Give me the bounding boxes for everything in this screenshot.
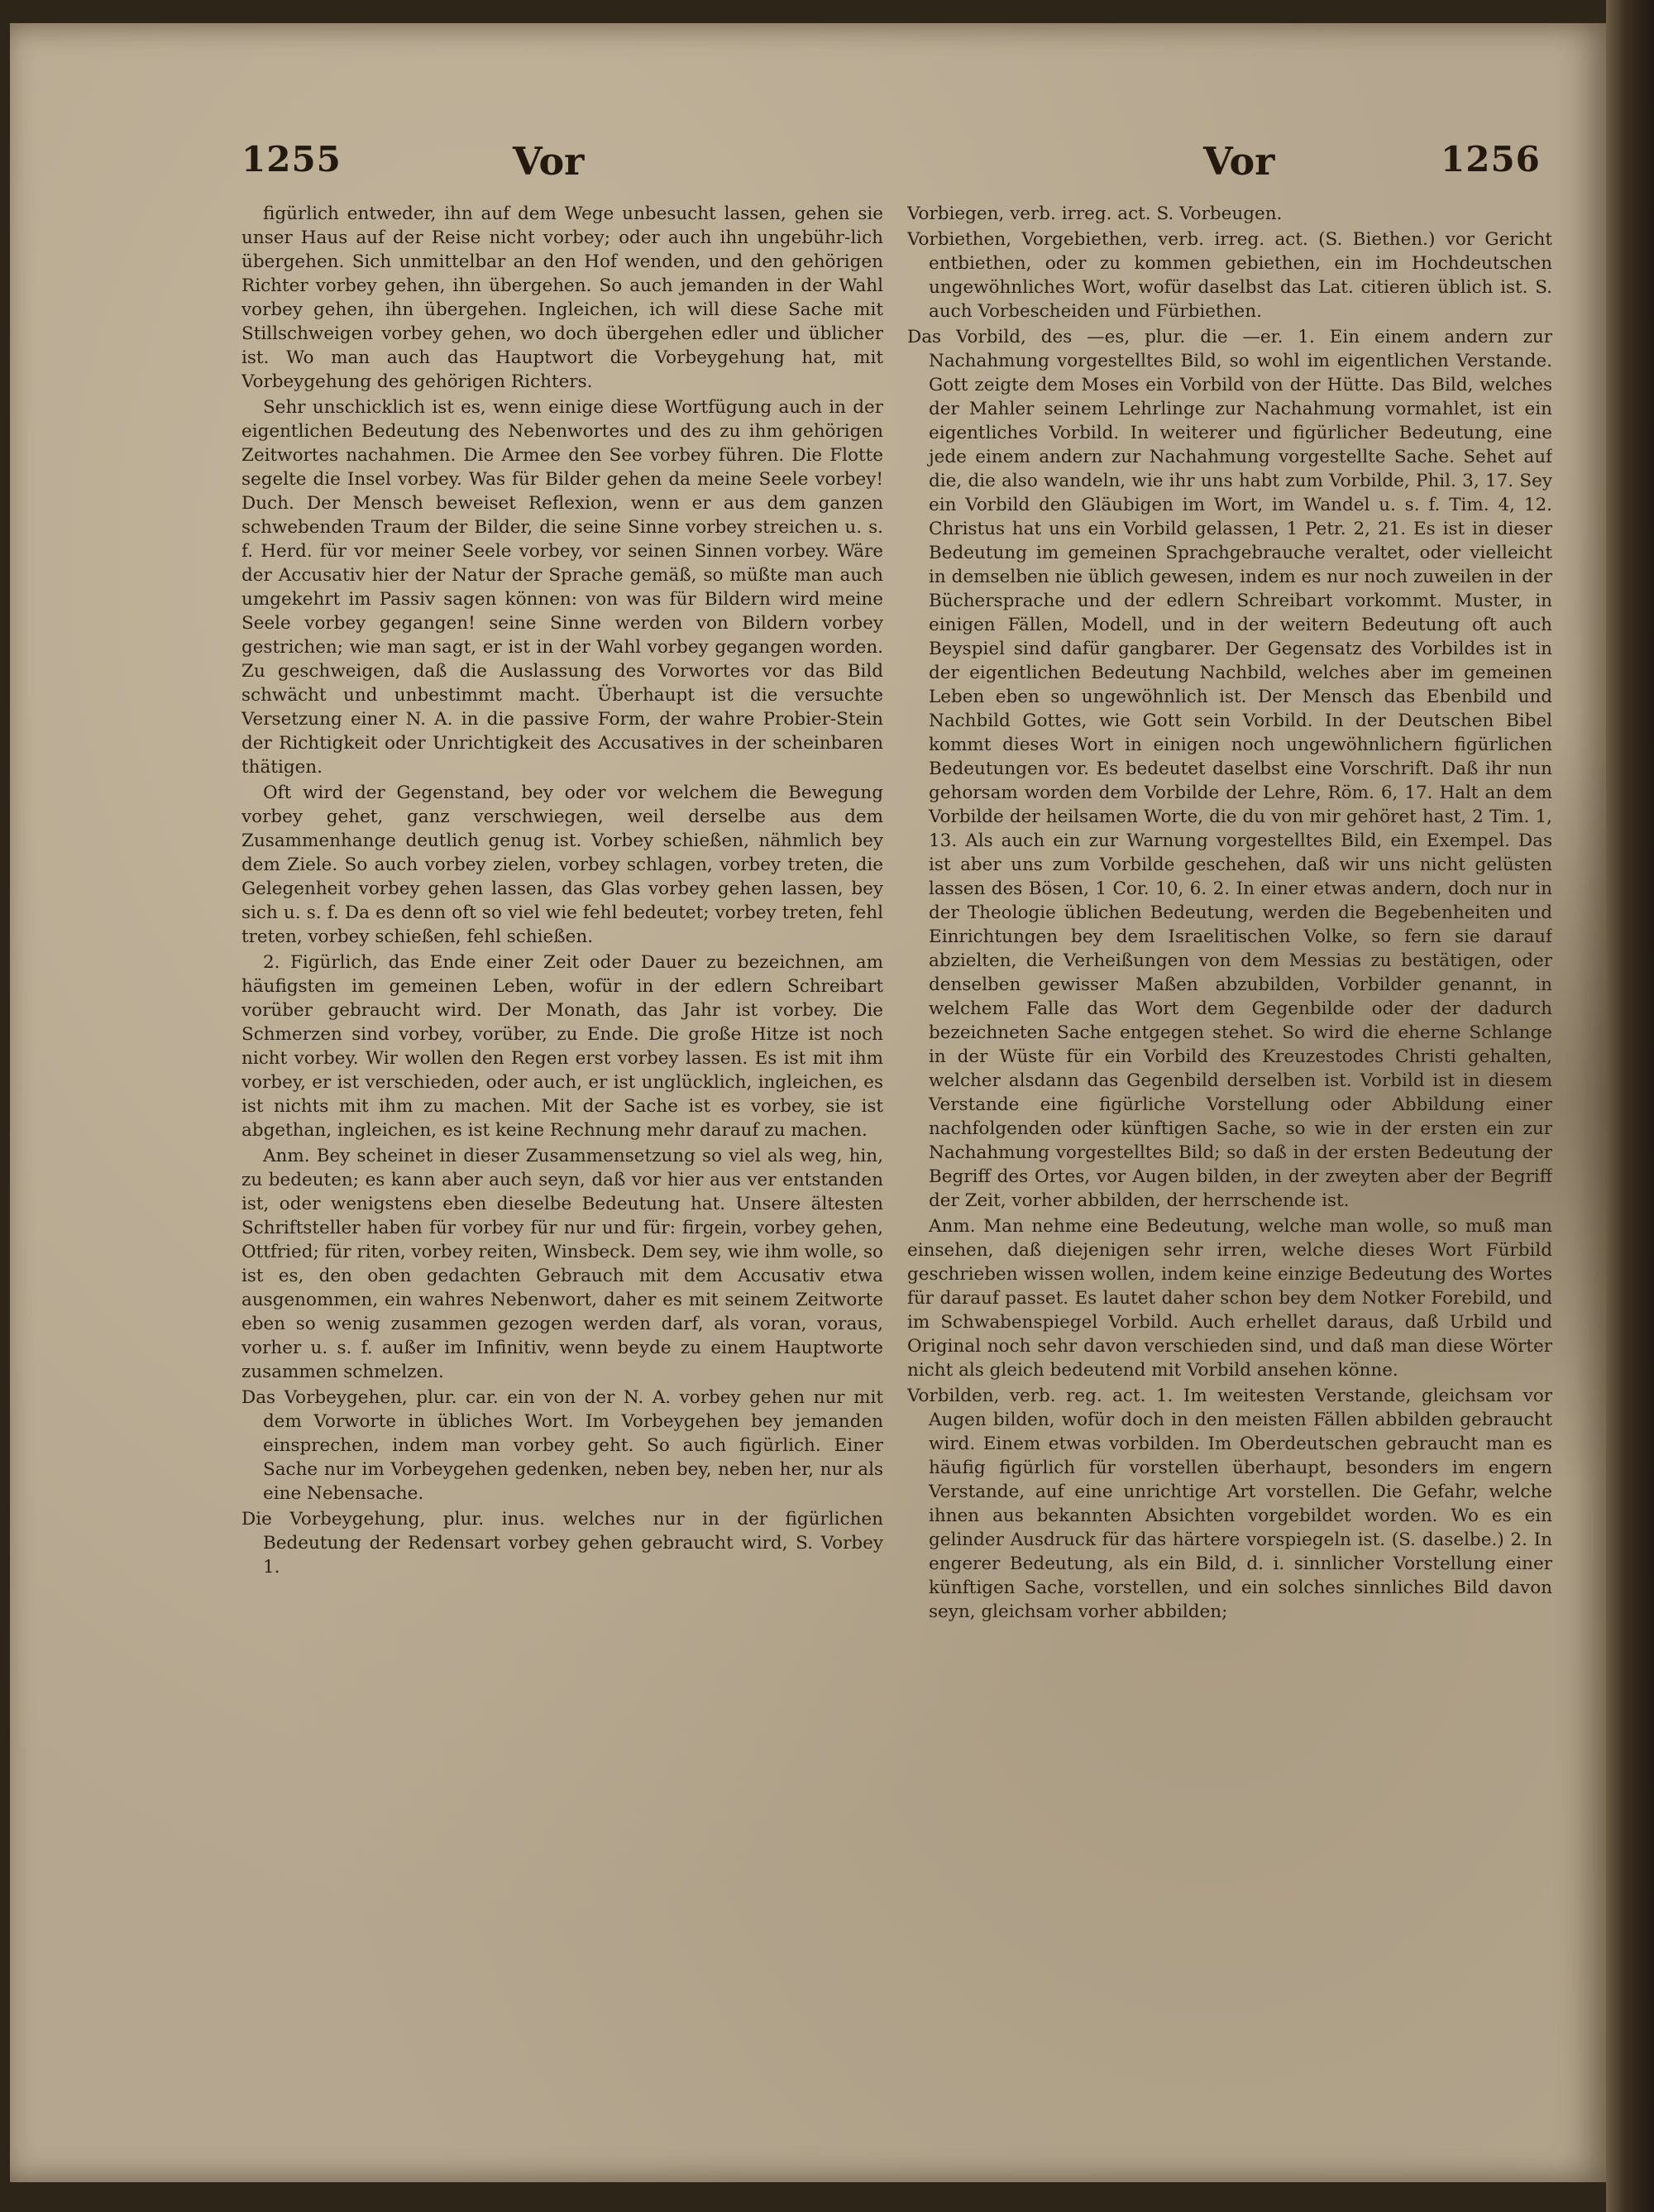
- paragraph: figürlich entweder, ihn auf dem Wege unbesucht lassen, gehen sie unser Haus auf der Reise nicht vorbey; oder auch ihn ungebühr-lich übergehen. Sich unmittelbar an den Hof wenden, und den gehörigen Richter vorbey gehen, ihn übergehen. So auch jemanden in der Wahl vorbey gehen, ihn übergehen. Ingleichen, ich will diese Sache mit Stillschweigen vorbey gehen, wo doch übergehen edler und üblicher ist. Wo man auch das Hauptwort die Vorbeygehung hat, mit Vorbeygehung des gehörigen Richters.: [241, 203, 883, 392]
- dictionary-entry: Das Vorbeygehen, plur. car. ein von der N. A. vorbey gehen nur mit dem Vorworte in übliches Wort. Im Vorbeygehen bey jemanden einsprechen, indem man vorbey geht. So auch figürlich. Einer Sache nur im Vorbeygehen gedenken, neben bey, neben her, nur als eine Nebensache.: [241, 1387, 883, 1504]
- catchword-right: Vor: [1203, 139, 1275, 184]
- dictionary-entry: Das Vorbild, des —es, plur. die —er. 1. Ein einem andern zur Nachahmung vorgestelltes Bild, so wohl im eigentlichen Verstande. Gott zeigte dem Moses ein Vorbild von der Hütte. Das Bild, welches der Mahler seinem Lehrlinge zur Nachahmung vormahlet, ist ein eigentliches Vorbild. In weiterer und figürlicher Bedeutung, eine jede einem andern zur Nachahmung vorgestellte Sache. Sehet auf die, die also wandeln, wie ihr uns habt zum Vorbilde, Phil. 3, 17. Sey ein Vorbild den Gläubigen im Wort, im Wandel u. s. f. Tim. 4, 12. Christus hat uns ein Vorbild gelassen, 1 Petr. 2, 21. Es ist in dieser Bedeutung im gemeinen Sprachgebrauche veraltet, oder vielleicht in demselben nie üblich gewesen, indem es nur noch zuweilen in der Büchersprache und der edlern Schreibart vorkommt. Muster, in einigen Fällen, Modell, und in der weitern Bedeutung oft auch Beyspiel sind dafür gangbarer. Der Gegensatz des Vorbildes ist in der eigentlichen Bedeutung Nachbild, welches aber im gemeinen Leben eben so ungewöhnlich ist. Der Mensch das Ebenbild und Nachbild Gottes, wie Gott sein Vorbild. In der Deutschen Bibel kommt dieses Wort in einigen noch ungewöhnlichern figürlichen Bedeutungen vor. Es bedeutet daselbst eine Vorschrift. Daß ihr nun gehorsam worden dem Vorbilde der Lehre, Röm. 6, 17. Halt an dem Vorbilde der heilsamen Worte, die du von mir gehöret hast, 2 Tim. 1, 13. Als auch ein zur Warnung vorgestelltes Bild, ein Exempel. Das ist aber uns zum Vorbilde geschehen, daß wir uns nicht gelüsten lassen des Bösen, 1 Cor. 10, 6. 2. In einer etwas andern, doch nur in der Theologie üblichen Bedeutung, werden die Begebenheiten und Einrichtungen bey dem Israelitischen Volke, so fern sie darauf abzielten, die Verheißungen von dem Messias zu bestätigen, oder denselben gewisser Maßen abzubilden, Vorbilder genannt, in welchem Falle das Wort dem Gegenbilde oder der dadurch bezeichneten Sache entgegen stehet. So wird die eherne Schlange in der Wüste für ein Vorbild des Kreuzestodes Christi gehalten, welcher alsdann das Gegenbild derselben ist. Vorbild ist in diesem Verstande eine figürliche Vorstellung oder Abbildung einer nachfolgenden oder künftigen Sache, so wie in der ersten ein zur Nachahmung vorgestelltes Bild; so daß in der ersten Bedeutung der Begriff des Ortes, vor Augen bilden, in der zweyten aber der Begriff der Zeit, vorher abbilden, der herrschende ist.: [907, 327, 1552, 1211]
- paragraph: 2. Figürlich, das Ende einer Zeit oder Dauer zu bezeichnen, am häufigsten im gemeinen Leben, wofür in der edlern Schreibart vorüber gebraucht wird. Der Monath, das Jahr ist vorbey. Die Schmerzen sind vorbey, vorüber, zu Ende. Die große Hitze ist noch nicht vorbey. Wir wollen den Regen erst vorbey lassen. Es ist mit ihm vorbey, er ist verschieden, oder auch, er ist unglücklich, ingleichen, es ist nichts mit ihm zu machen. Mit der Sache ist es vorbey, sie ist abgethan, ingleichen, es ist keine Rechnung mehr darauf zu machen.: [241, 952, 883, 1141]
- paragraph: Anm. Man nehme eine Bedeutung, welche man wolle, so muß man einsehen, daß diejenigen sehr irren, welche dieses Wort Fürbild geschrieben wissen wollen, indem keine einzige Bedeutung des Wortes für darauf passet. Es lautet daher schon bey dem Notker Forebild, und im Schwabenspiegel Vorbild. Auch erhellet daraus, daß Urbild und Original noch sehr davon verschieden sind, und daß man diese Wörter nicht als gleich bedeutend mit Vorbild ansehen könne.: [907, 1216, 1552, 1381]
- paragraph: Sehr unschicklich ist es, wenn einige diese Wortfügung auch in der eigentlichen Bedeutung des Nebenwortes und des zu ihm gehörigen Zeitwortes nachahmen. Die Armee den See vorbey führen. Die Flotte segelte die Insel vorbey. Was für Bilder gehen da meine Seele vorbey! Duch. Der Mensch beweiset Reflexion, wenn er aus dem ganzen schwebenden Traum der Bilder, die seine Sinne vorbey streichen u. s. f. Herd. für vor meiner Seele vorbey, vor seinen Sinnen vorbey. Wäre der Accusativ hier der Natur der Sprache gemäß, so müßte man auch umgekehrt im Passiv sagen können: von was für Bildern wird meine Seele vorbey gegangen! seine Sinne werden von Bildern vorbey gestrichen; wie man sagt, er ist in der Wahl vorbey gegangen worden. Zu geschweigen, daß die Auslassung des Vorwortes vor das Bild schwächt und unbestimmt macht. Überhaupt ist die versuchte Versetzung einer N. A. in die passive Form, der wahre Probier-Stein der Richtigkeit oder Unrichtigkeit des Accusatives in der scheinbaren thätigen.: [241, 397, 883, 778]
- page-number-right: 1256: [1441, 139, 1541, 180]
- dictionary-entry: Vorbilden, verb. reg. act. 1. Im weitesten Verstande, gleichsam vor Augen bilden, wofür doch in den meisten Fällen abbilden gebraucht wird. Einem etwas vorbilden. Im Oberdeutschen gebraucht man es häufig figürlich für vorstellen überhaupt, besonders im engern Verstande, auf eine unrichtige Art vorstellen. Die Gefahr, welche ihnen aus bekannten Absichten vorgebildet worden. Wo es ein gelinder Ausdruck für das härtere vorspiegeln ist. (S. daselbe.) 2. In engerer Bedeutung, als ein Bild, d. i. sinnlicher Vorstellung einer künftigen Sache, vorstellen, und ein solches sinnliches Bild davon seyn, gleichsam vorher abbilden;: [907, 1386, 1552, 1622]
- book-gutter: [1606, 0, 1654, 2212]
- dictionary-entry: Die Vorbeygehung, plur. inus. welches nur in der figürlichen Bedeutung der Redensart vorbey gehen gebraucht wird, S. Vorbey 1.: [241, 1509, 883, 1578]
- dictionary-entry: Vorbiethen, Vorgebiethen, verb. irreg. act. (S. Biethen.) vor Gericht entbiethen, oder zu kommen gebiethen, ein im Hochdeutschen ungewöhnliches Wort, wofür daselbst das Lat. citieren üblich ist. S. auch Vorbescheiden und Fürbiethen.: [907, 229, 1552, 322]
- page-number-left: 1255: [241, 139, 342, 180]
- paragraph: Anm. Bey scheinet in dieser Zusammensetzung so viel als weg, hin, zu bedeuten; es kann aber auch seyn, daß vor hier aus ver entstanden ist, oder wenigstens eben dieselbe Bedeutung hat. Unsere ältesten Schriftsteller haben für vorbey für nur und für: firgein, vorbey gehen, Ottfried; für riten, vorbey reiten, Winsbeck. Dem sey, wie ihm wolle, so ist es, den oben gedachten Gebrauch mit dem Accusativ etwa ausgenommen, ein wahres Nebenwort, daher es mit seinem Zeitworte eben so wenig zusammen gezogen werden darf, als voran, voraus, vorher u. s. f. außer im Infinitiv, wenn beyde zu einem Hauptworte zusammen schmelzen.: [241, 1146, 883, 1382]
- right-column: [907, 202, 1552, 2154]
- dictionary-entry: Vorbiegen, verb. irreg. act. S. Vorbeugen.: [907, 203, 1283, 224]
- catchword-left: Vor: [513, 139, 585, 184]
- paragraph: Oft wird der Gegenstand, bey oder vor welchem die Bewegung vorbey gehet, ganz verschwiegen, weil derselbe aus dem Zusammenhange deutlich genug ist. Vorbey schießen, nähmlich bey dem Ziele. So auch vorbey zielen, vorbey schlagen, vorbey treten, die Gelegenheit vorbey gehen lassen, das Glas vorbey gehen lassen, bey sich u. s. f. Da es denn oft so viel wie fehl bedeutet; vorbey treten, fehl treten, vorbey schießen, fehl schießen.: [241, 783, 883, 947]
- left-column: [241, 202, 883, 2154]
